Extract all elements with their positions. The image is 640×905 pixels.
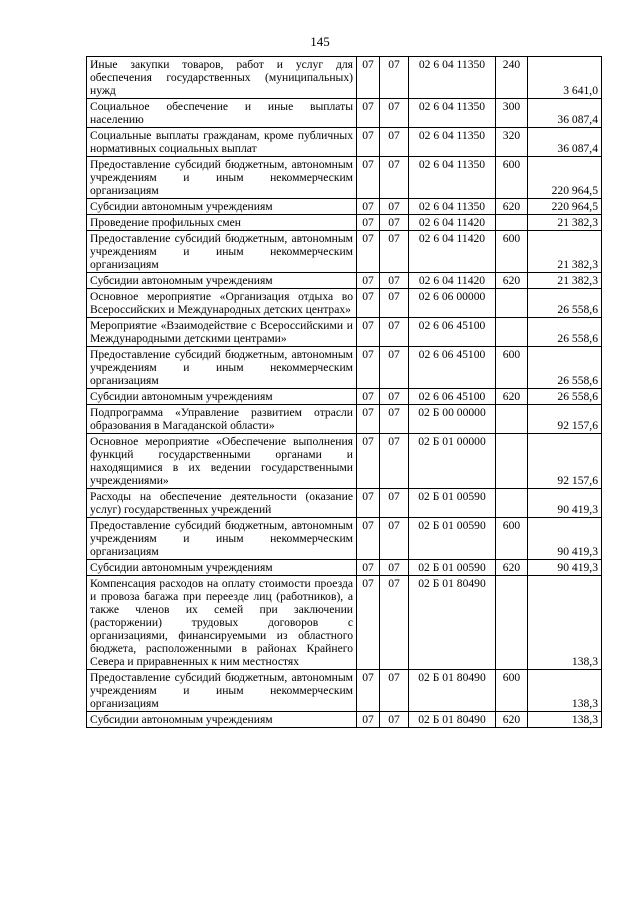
cell-target-article: 02 Б 01 80490 (409, 712, 496, 728)
cell-amount: 26 558,6 (528, 318, 602, 347)
cell-subsection: 07 (380, 199, 409, 215)
cell-subsection: 07 (380, 489, 409, 518)
table-row (87, 215, 602, 231)
table-row (87, 157, 602, 199)
table-row (87, 199, 602, 215)
cell-amount: 26 558,6 (528, 347, 602, 389)
cell-name: Основное мероприятие «Обеспечение выполнения функций государственными органами и находящимися в их ведении государственными учреждениями» (87, 434, 357, 489)
cell-target-article: 02 6 06 00000 (409, 289, 496, 318)
cell-subsection: 07 (380, 57, 409, 99)
cell-expense-type (496, 489, 528, 518)
cell-target-article: 02 Б 01 00000 (409, 434, 496, 489)
page-number: 145 (310, 34, 330, 49)
cell-section: 07 (357, 670, 380, 712)
cell-expense-type: 620 (496, 199, 528, 215)
cell-subsection: 07 (380, 99, 409, 128)
cell-section: 07 (357, 560, 380, 576)
table-row (87, 57, 602, 99)
cell-expense-type: 600 (496, 518, 528, 560)
cell-name: Субсидии автономным учреждениям (87, 389, 357, 405)
cell-subsection: 07 (380, 712, 409, 728)
cell-amount: 21 382,3 (528, 215, 602, 231)
cell-section: 07 (357, 157, 380, 199)
cell-subsection: 07 (380, 434, 409, 489)
cell-name: Предоставление субсидий бюджетным, автономным учреждениям и иным некоммерческим организациям (87, 231, 357, 273)
cell-expense-type: 620 (496, 712, 528, 728)
cell-section: 07 (357, 347, 380, 389)
cell-amount: 92 157,6 (528, 405, 602, 434)
table-row (87, 670, 602, 712)
cell-target-article: 02 6 06 45100 (409, 318, 496, 347)
cell-target-article: 02 6 04 11420 (409, 273, 496, 289)
cell-section: 07 (357, 576, 380, 670)
table-row (87, 231, 602, 273)
cell-section: 07 (357, 289, 380, 318)
cell-section: 07 (357, 489, 380, 518)
table-row (87, 712, 602, 728)
cell-subsection: 07 (380, 157, 409, 199)
cell-name: Мероприятие «Взаимодействие с Всероссийскими и Международными детскими центрами» (87, 318, 357, 347)
cell-subsection: 07 (380, 576, 409, 670)
cell-amount: 21 382,3 (528, 231, 602, 273)
cell-expense-type: 620 (496, 273, 528, 289)
cell-expense-type: 240 (496, 57, 528, 99)
table-row (87, 273, 602, 289)
table-row (87, 128, 602, 157)
cell-subsection: 07 (380, 128, 409, 157)
cell-expense-type (496, 434, 528, 489)
cell-amount: 138,3 (528, 576, 602, 670)
cell-name: Расходы на обеспечение деятельности (оказание услуг) государственных учреждений (87, 489, 357, 518)
cell-amount: 138,3 (528, 712, 602, 728)
table-row (87, 318, 602, 347)
cell-target-article: 02 6 04 11420 (409, 231, 496, 273)
cell-amount: 26 558,6 (528, 289, 602, 318)
cell-name: Социальные выплаты гражданам, кроме публичных нормативных социальных выплат (87, 128, 357, 157)
cell-name: Подпрограмма «Управление развитием отрасли образования в Магаданской области» (87, 405, 357, 434)
cell-amount: 220 964,5 (528, 199, 602, 215)
cell-target-article: 02 Б 01 80490 (409, 670, 496, 712)
cell-section: 07 (357, 128, 380, 157)
cell-expense-type: 320 (496, 128, 528, 157)
cell-expense-type (496, 318, 528, 347)
table-row (87, 389, 602, 405)
cell-section: 07 (357, 434, 380, 489)
table-row (87, 405, 602, 434)
cell-target-article: 02 Б 01 00590 (409, 518, 496, 560)
cell-section: 07 (357, 231, 380, 273)
cell-amount: 138,3 (528, 670, 602, 712)
cell-section: 07 (357, 712, 380, 728)
cell-expense-type (496, 405, 528, 434)
table-row (87, 576, 602, 670)
cell-section: 07 (357, 273, 380, 289)
cell-name: Иные закупки товаров, работ и услуг для обеспечения государственных (муниципальных) нужд (87, 57, 357, 99)
cell-subsection: 07 (380, 231, 409, 273)
cell-name: Предоставление субсидий бюджетным, автономным учреждениям и иным некоммерческим организациям (87, 347, 357, 389)
cell-subsection: 07 (380, 215, 409, 231)
cell-target-article: 02 6 04 11420 (409, 215, 496, 231)
cell-expense-type: 620 (496, 560, 528, 576)
cell-section: 07 (357, 215, 380, 231)
cell-name: Проведение профильных смен (87, 215, 357, 231)
cell-name: Предоставление субсидий бюджетным, автономным учреждениям и иным некоммерческим организациям (87, 157, 357, 199)
cell-target-article: 02 6 04 11350 (409, 99, 496, 128)
cell-expense-type: 600 (496, 347, 528, 389)
cell-subsection: 07 (380, 347, 409, 389)
cell-amount: 220 964,5 (528, 157, 602, 199)
cell-target-article: 02 6 04 11350 (409, 157, 496, 199)
cell-target-article: 02 6 04 11350 (409, 57, 496, 99)
cell-name: Субсидии автономным учреждениям (87, 712, 357, 728)
cell-amount: 90 419,3 (528, 489, 602, 518)
table-row (87, 289, 602, 318)
cell-expense-type (496, 576, 528, 670)
cell-name: Субсидии автономным учреждениям (87, 273, 357, 289)
cell-subsection: 07 (380, 405, 409, 434)
cell-expense-type: 600 (496, 231, 528, 273)
cell-target-article: 02 Б 00 00000 (409, 405, 496, 434)
table-row (87, 560, 602, 576)
table-row (87, 489, 602, 518)
cell-amount: 26 558,6 (528, 389, 602, 405)
cell-subsection: 07 (380, 289, 409, 318)
cell-amount: 36 087,4 (528, 99, 602, 128)
table-row (87, 347, 602, 389)
cell-name: Предоставление субсидий бюджетным, автономным учреждениям и иным некоммерческим организациям (87, 670, 357, 712)
cell-amount: 92 157,6 (528, 434, 602, 489)
cell-name: Предоставление субсидий бюджетным, автономным учреждениям и иным некоммерческим организациям (87, 518, 357, 560)
cell-section: 07 (357, 405, 380, 434)
cell-amount: 90 419,3 (528, 518, 602, 560)
cell-target-article: 02 6 06 45100 (409, 347, 496, 389)
budget-table (86, 56, 602, 728)
cell-expense-type: 300 (496, 99, 528, 128)
cell-expense-type (496, 289, 528, 318)
cell-name: Компенсация расходов на оплату стоимости проезда и провоза багажа при переезде лиц (работников), а также членов их семей при заключении (расторжении) трудовых договоров с организациями, финансируемыми из областного бюджета, расположенными в районах Крайнего Севера и приравненных к ним местностях (87, 576, 357, 670)
cell-name: Субсидии автономным учреждениям (87, 560, 357, 576)
table-row (87, 99, 602, 128)
cell-amount: 36 087,4 (528, 128, 602, 157)
cell-expense-type: 620 (496, 389, 528, 405)
cell-target-article: 02 Б 01 00590 (409, 560, 496, 576)
table-row (87, 518, 602, 560)
cell-section: 07 (357, 199, 380, 215)
cell-subsection: 07 (380, 560, 409, 576)
cell-name: Основное мероприятие «Организация отдыха во Всероссийских и Международных детских центрах» (87, 289, 357, 318)
cell-target-article: 02 Б 01 00590 (409, 489, 496, 518)
cell-subsection: 07 (380, 670, 409, 712)
cell-target-article: 02 Б 01 80490 (409, 576, 496, 670)
cell-amount: 3 641,0 (528, 57, 602, 99)
cell-amount: 21 382,3 (528, 273, 602, 289)
cell-subsection: 07 (380, 518, 409, 560)
cell-section: 07 (357, 57, 380, 99)
table-body (87, 57, 602, 728)
cell-expense-type: 600 (496, 157, 528, 199)
cell-name: Субсидии автономным учреждениям (87, 199, 357, 215)
cell-name: Социальное обеспечение и иные выплаты населению (87, 99, 357, 128)
cell-section: 07 (357, 318, 380, 347)
cell-subsection: 07 (380, 389, 409, 405)
cell-amount: 90 419,3 (528, 560, 602, 576)
cell-section: 07 (357, 99, 380, 128)
table-row (87, 434, 602, 489)
cell-subsection: 07 (380, 318, 409, 347)
cell-expense-type (496, 215, 528, 231)
cell-target-article: 02 6 04 11350 (409, 128, 496, 157)
cell-subsection: 07 (380, 273, 409, 289)
cell-target-article: 02 6 06 45100 (409, 389, 496, 405)
cell-expense-type: 600 (496, 670, 528, 712)
cell-section: 07 (357, 518, 380, 560)
cell-target-article: 02 6 04 11350 (409, 199, 496, 215)
cell-section: 07 (357, 389, 380, 405)
